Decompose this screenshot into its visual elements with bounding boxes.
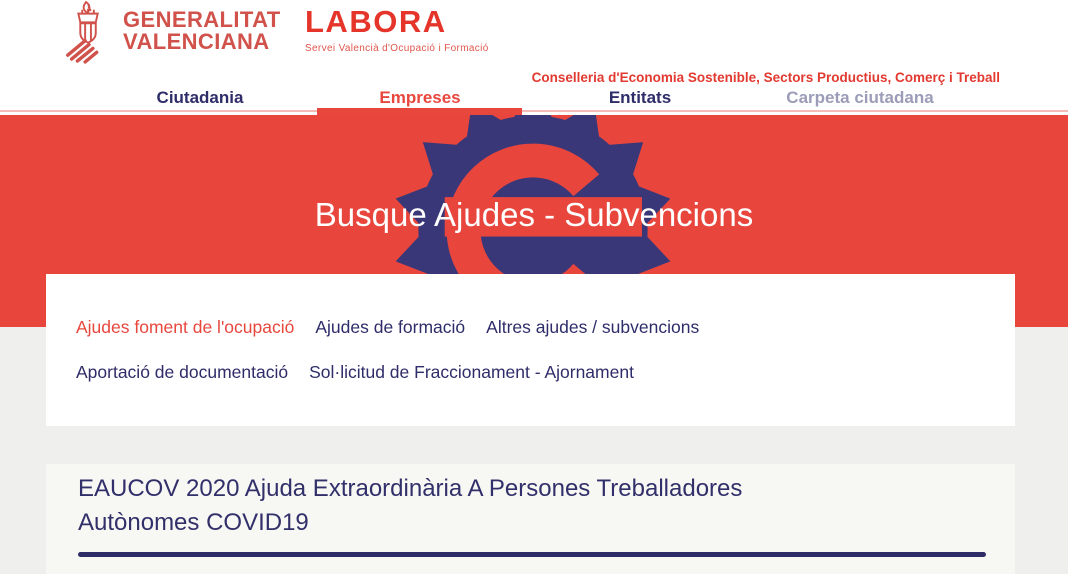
ajudes-tabs-card	[46, 274, 1015, 426]
tab-ajudes-formacio[interactable]: Ajudes de formació	[315, 317, 466, 337]
active-nav-underline	[317, 108, 522, 115]
heading-divider	[78, 552, 986, 557]
labora-wordmark: LABORA	[305, 4, 447, 39]
tabs-row-2	[76, 361, 1015, 383]
tab-sollicitud-fraccionament[interactable]: Sol·licitud de Fraccionament - Ajornament	[309, 362, 634, 382]
ajuda-detail-card	[46, 464, 1015, 574]
nav-carpeta-ciutadana[interactable]: Carpeta ciutadana	[786, 88, 934, 107]
tab-aportacio-documentacio[interactable]: Aportació de documentació	[76, 362, 289, 382]
gv-wordmark-line2: VALENCIANA	[123, 29, 270, 54]
nav-entitats[interactable]: Entitats	[608, 88, 672, 107]
site-header	[0, 0, 1068, 115]
tabs-row-1	[76, 316, 1015, 338]
gv-wordmark	[123, 0, 281, 64]
ajuda-heading: EAUCOV 2020 Ajuda Extraordinària A Persones Treballadores Autònomes COVID19	[78, 475, 743, 536]
labora-tagline: Servei Valencià d'Ocupació i Formació	[305, 43, 489, 54]
labora-logo[interactable]	[305, 6, 489, 54]
nav-empreses[interactable]: Empreses	[379, 88, 461, 107]
gv-crest-icon	[60, 0, 118, 64]
tab-altres-ajudes-subvencions[interactable]: Altres ajudes / subvencions	[486, 317, 700, 337]
gv-wordmark-line1: GENERALITAT	[123, 7, 281, 32]
conselleria-link[interactable]: Conselleria d'Economia Sostenible, Sectors Productius, Comerç i Treball	[531, 70, 1000, 85]
nav-underline-track	[0, 110, 1068, 112]
banner-title: Busque Ajudes - Subvencions	[314, 196, 754, 233]
nav-ciutadania[interactable]: Ciutadania	[156, 88, 244, 107]
tab-ajudes-foment-ocupacio[interactable]: Ajudes foment de l'ocupació	[76, 317, 295, 337]
main-nav	[90, 88, 970, 108]
generalitat-valenciana-logo[interactable]	[60, 0, 281, 64]
